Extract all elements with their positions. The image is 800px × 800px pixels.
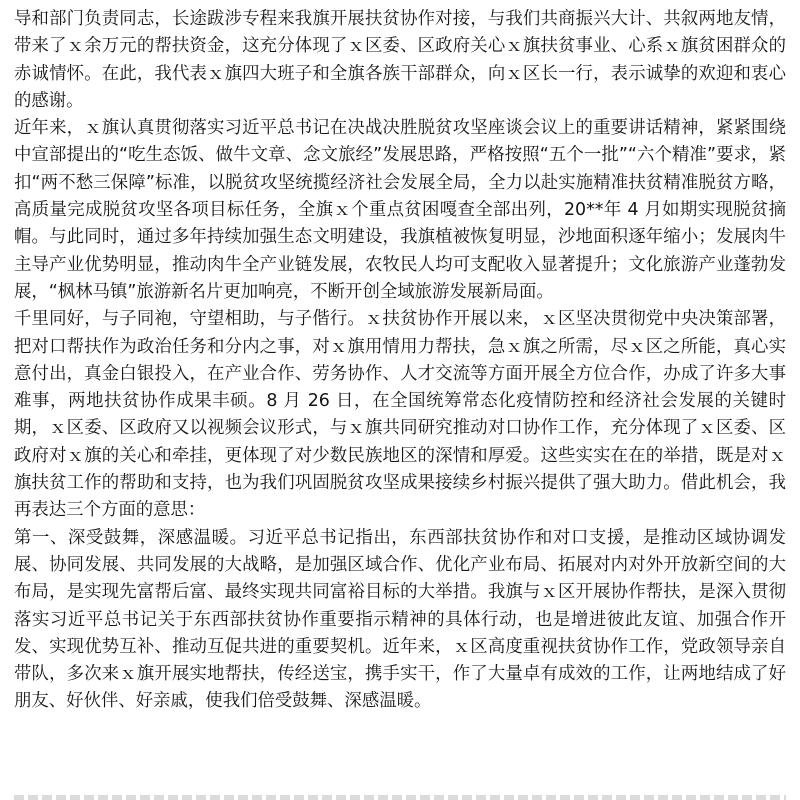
paragraph-first-point: 第一、深受鼓舞，深感温暖。习近平总书记指出，东西部扶贫协作和对口支援，是推动区域协调发展、协同发展、共同发展的大战略，是加强区域合作、优化产业布局、拓展对内对外开放新空间的大布局，是实现先富帮后富、最终实现共同富裕目标的大举措。我旗与ｘ区开展协作帮扶，是深入贯彻落实习近平总书记关于东西部扶贫协作重要指示精神的具体行动，也是增进彼此友谊、加强合作开发、实现优势互补、推动互促共进的重要契机。近年来，ｘ区高度重视扶贫协作工作，党政领导亲自带队，多次来ｘ旗开展实地帮扶，传经送宝，携手实干，作了大量卓有成效的工作，让两地结成了好朋友、好伙伴、好亲戚，使我们倍受鼓舞、深感温暖。 bbox=[14, 527, 786, 712]
paragraph-welcome: 导和部门负责同志，长途跋涉专程来我旗开展扶贫协作对接，与我们共商振兴大计、共叙两地友情，带来了ｘ余万元的帮扶资金，这充分体现了ｘ区委、区政府关心ｘ旗扶贫事业、心系ｘ旗贫困群众的赤诚情怀。在此，我代表ｘ旗四大班子和全旗各族干部群众，向ｘ区长一行，表示诚挚的欢迎和衷心的感谢。 bbox=[14, 9, 786, 111]
paragraph-achievements: 近年来，ｘ旗认真贯彻落实习近平总书记在决战决胜脱贫攻坚座谈会议上的重要讲话精神，紧紧围绕中宣部提出的“吃生态饭、做牛文章、念文旅经”发展思路，严格按照“五个一批”“六个精准”要求，紧扣“两不愁三保障”标准，以脱贫攻坚统揽经济社会发展全局，全力以赴实施精准扶贫精准脱贫方略，高质量完成脱贫攻坚各项目标任务，全旗ｘ个重点贫困嘎查全部出列，20**年 4 月如期实现脱贫摘帽。与此同时，通过多年持续加强生态文明建设，我旗植被恢复明显，沙地面积逐年缩小；发展肉牛主导产业优势明显，推动肉牛全产业链发展，农牧民人均可支配收入显著提升；文化旅游产业蓬勃发展，“枫林马镇”旅游新名片更加响亮，不断开创全域旅游发展新局面。 bbox=[14, 118, 786, 302]
next-line-fragment bbox=[14, 795, 786, 800]
paragraph-cooperation: 千里同好，与子同袍，守望相助，与子偕行。ｘ扶贫协作开展以来，ｘ区坚决贯彻党中央决策部署，把对口帮扶作为政治任务和分内之事，对ｘ旗用情用力帮扶，急ｘ旗之所需，尽ｘ区之所能，真心实意付出，真金白银投入，在产业合作、劳务协作、人才交流等方面开展全方位合作，办成了许多大事难事，两地扶贫协作成果丰硕。8 月 26 日，在全国统筹常态化疫情防控和经济社会发展的关键时期，ｘ区委、区政府又以视频会议形式，与ｘ旗共同研究推动对口协作工作，充分体现了ｘ区委、区政府对ｘ旗的关心和牵挂，更体现了对少数民族地区的深情和厚爱。这些实实在在的举措，既是对ｘ旗扶贫工作的帮助和支持，也为我们巩固脱贫攻坚成果接续乡村振兴提供了强大助力。借此机会，我再表达三个方面的意思： bbox=[14, 309, 786, 521]
